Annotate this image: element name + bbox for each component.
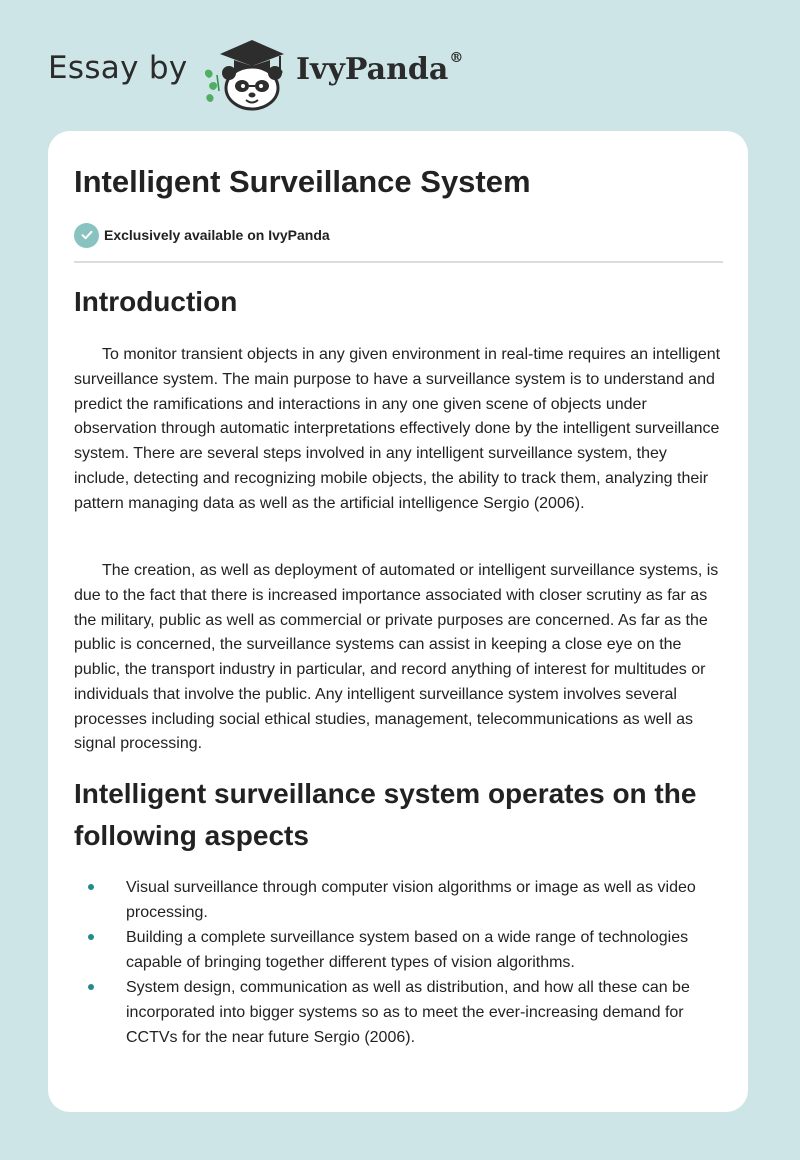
list-item	[74, 875, 724, 925]
aspects-list	[74, 875, 724, 1050]
list-item-text: Visual surveillance through computer vision algorithms or image as well as video processing.	[126, 879, 696, 921]
section-heading-aspects: Intelligent surveillance system operates on the following aspects	[74, 778, 697, 851]
bullet-dot	[88, 934, 94, 940]
list-item	[74, 975, 724, 1050]
essay-card	[48, 131, 748, 1112]
section-heading-introduction: Introduction	[74, 286, 238, 317]
essay-by-label: Essay by	[48, 50, 188, 86]
bullet-dot	[88, 884, 94, 890]
registered-mark: ®	[449, 50, 464, 66]
brand-name[interactable]: IvyPanda®	[296, 50, 464, 87]
exclusive-badge	[74, 222, 330, 248]
ivypanda-logo-icon[interactable]	[200, 32, 292, 112]
exclusive-label: Exclusively available on IvyPanda	[104, 227, 330, 243]
intro-paragraph-1: To monitor transient objects in any given environment in real-time requires an intelligent surveillance system. The main purpose to have a surveillance system is to understand and predict the ramifications and interactions in any one given scene of objects under observation through automatic interpretations effectively done by the intelligent surveillance system. There are several steps involved in any intelligent surveillance system, they include, detecting and recognizing mobile objects, the ability to track them, analyzing their pattern managing data as well as the artificial intelligence Sergio (2006).	[74, 346, 721, 512]
list-item-text: Building a complete surveillance system based on a wide range of technologies capable of bringing together different types of vision algorithms.	[126, 929, 689, 971]
list-item	[74, 925, 724, 975]
list-item-text: System design, communication as well as distribution, and how all these can be incorporated into bigger systems so as to meet the ever-increasing demand for CCTVs for the near future Sergio (2006).	[126, 979, 690, 1046]
site-header	[0, 0, 800, 130]
bullet-dot	[88, 984, 94, 990]
essay-title: Intelligent Surveillance System	[74, 164, 531, 199]
title-divider	[74, 261, 723, 263]
intro-paragraph-2: The creation, as well as deployment of automated or intelligent surveillance systems, is due to the fact that there is increased importance associated with closer scrutiny as far as the military, public as well as commercial or private purposes are concerned. As far as the public is concerned, the surveillance systems can assist in keeping a close eye on the public, the transport industry in particular, and record anything of interest for multitudes or individuals that involve the public. Any intelligent surveillance system involves several processes including social ethical studies, management, telecommunications as well as signal processing.	[74, 562, 719, 753]
check-circle-icon	[74, 223, 99, 248]
